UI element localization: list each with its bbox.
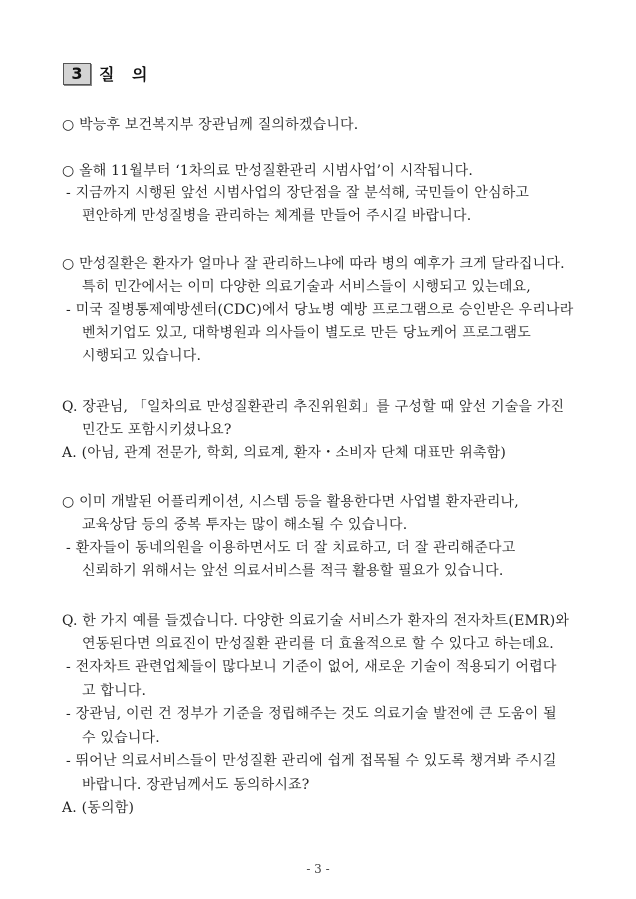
- question-item: Q. 한 가지 예를 들겠습니다. 다양한 의료기술 서비스가 환자의 전자차트(EMR)와: [62, 613, 570, 629]
- circle-item-continuation: 교육상담 등의 중복 투자는 많이 해소될 수 있습니다.: [82, 517, 408, 533]
- circle-item-continuation: 특히 민간에서는 이미 다양한 의료기술과 서비스들이 시행되고 있는데요,: [82, 279, 531, 295]
- question-item: Q. 장관님, 「일차의료 만성질환관리 추진위원회」를 구성할 때 앞선 기술을 가진: [62, 399, 565, 415]
- answer-item: A. (동의함): [62, 800, 135, 816]
- page-number: - 3 -: [306, 862, 330, 876]
- dash-item-continuation: 시행되고 있습니다.: [82, 348, 202, 364]
- section-header: [63, 62, 153, 85]
- circle-item: ○ 만성질환은 환자가 얼마나 잘 관리하느냐에 따라 병의 예후가 크게 달라집니다.: [62, 256, 565, 272]
- circle-item: ○ 박능후 보건복지부 장관님께 질의하겠습니다.: [62, 117, 359, 133]
- dash-item: - 미국 질병통제예방센터(CDC)에서 당뇨병 예방 프로그램으로 승인받은 우리나라: [66, 302, 574, 318]
- dash-item-continuation: 수 있습니다.: [82, 730, 160, 746]
- circle-item: ○ 이미 개발된 어플리케이션, 시스템 등을 활용한다면 사업별 환자관리나,: [62, 494, 519, 510]
- dash-item: - 장관님, 이런 건 정부가 기준을 정립해주는 것도 의료기술 발전에 큰 도움이 될: [66, 706, 557, 722]
- answer-item: A. (아님, 관계 전문가, 학회, 의료계, 환자・소비자 단체 대표만 위촉함): [62, 445, 507, 461]
- dash-item: - 전자차트 관련업체들이 많다보니 기준이 없어, 새로운 기술이 적용되기 어렵다: [66, 659, 557, 675]
- dash-item: - 환자들이 동네의원을 이용하면서도 더 잘 치료하고, 더 잘 관리해준다고: [66, 540, 516, 556]
- circle-item: ○ 올해 11월부터 ‘1차의료 만성질환관리 시범사업’이 시작됩니다.: [62, 163, 473, 179]
- section-number-box: 3: [63, 63, 91, 85]
- dash-item-continuation: 편안하게 만성질병을 관리하는 체계를 만들어 주시길 바랍니다.: [82, 208, 472, 224]
- dash-item: - 뛰어난 의료서비스들이 만성질환 관리에 쉽게 접목될 수 있도록 챙겨봐 주시길: [66, 753, 557, 769]
- dash-item-continuation: 고 합니다.: [82, 683, 147, 699]
- dash-item-continuation: 바랍니다. 장관님께서도 동의하시죠?: [82, 777, 310, 793]
- dash-item-continuation: 신뢰하기 위해서는 앞선 의료서비스를 적극 활용할 필요가 있습니다.: [82, 563, 504, 579]
- dash-item: - 지금까지 시행된 앞선 시범사업의 장단점을 잘 분석해, 국민들이 안심하고: [66, 185, 530, 201]
- question-item-continuation: 연동된다면 의료진이 만성질환 관리를 더 효율적으로 할 수 있다고 하는데요.: [82, 636, 554, 652]
- dash-item-continuation: 벤처기업도 있고, 대학병원과 의사들이 별도로 만든 당뇨케어 프로그램도: [82, 325, 531, 341]
- question-item-continuation: 민간도 포함시키셨나요?: [82, 422, 232, 438]
- section-title: 질 의: [99, 65, 154, 84]
